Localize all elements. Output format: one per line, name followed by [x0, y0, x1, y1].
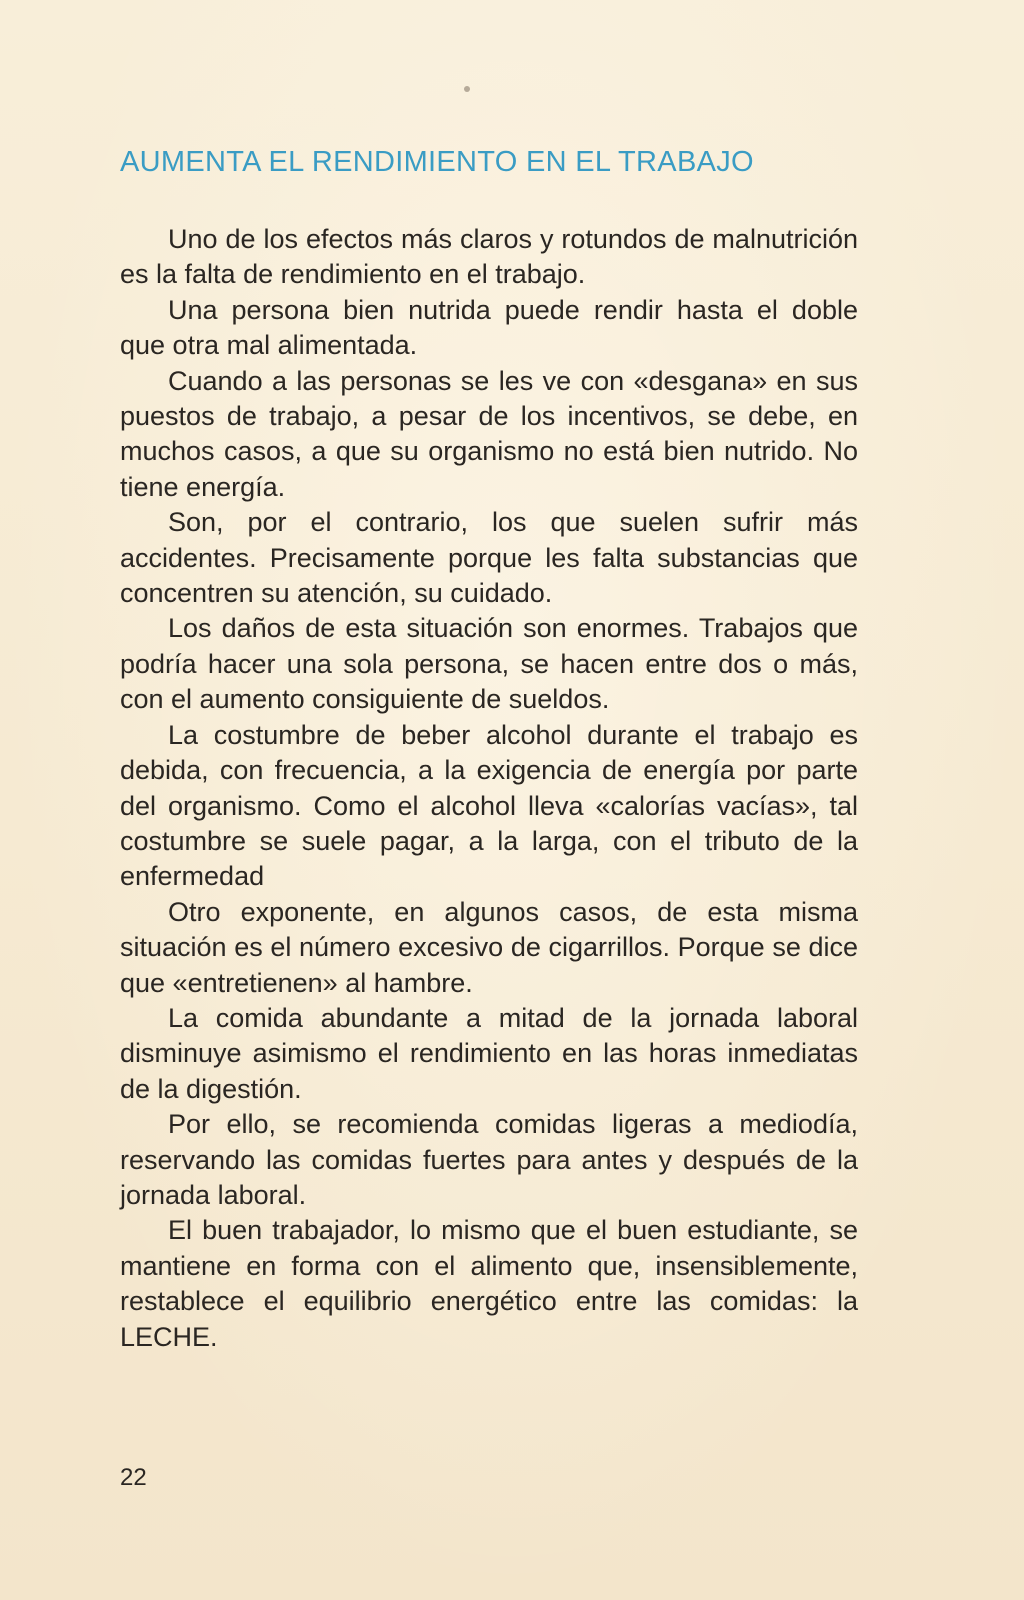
- paragraph: La costumbre de beber alcohol durante el trabajo es debida, con frecuencia, a la exigencia de energía por parte del organismo. Como el alcohol lleva «calorías vacías», tal costumbre se suele pagar, a la larga, con el tributo de la enfermedad: [120, 719, 858, 892]
- paragraph: Por ello, se recomienda comidas ligeras a mediodía, reservando las comidas fuertes para antes y después de la jornada laboral.: [120, 1109, 858, 1210]
- paragraph: La comida abundante a mitad de la jornada laboral disminuye asimismo el rendimiento en las horas inmediatas de la digestión.: [120, 1002, 858, 1104]
- paragraph: Una persona bien nutrida puede rendir hasta el doble que otra mal alimentada.: [120, 294, 858, 361]
- body-text: [120, 222, 858, 1355]
- paragraph: Otro exponente, en algunos casos, de esta misma situación es el número excesivo de cigarrillos. Porque se dice que «entretienen» al hambre.: [120, 896, 858, 998]
- print-speck: [464, 86, 470, 92]
- paragraph: Son, por el contrario, los que suelen sufrir más accidentes. Precisamente porque les falta substancias que concentren su atención, su cuidado.: [120, 507, 858, 609]
- paragraph: Uno de los efectos más claros y rotundos de malnutrición es la falta de rendimiento en el trabajo.: [120, 224, 858, 290]
- paragraph: Los daños de esta situación son enormes. Trabajos que podría hacer una sola persona, se hacen entre dos o más, con el aumento consiguiente de sueldos.: [120, 613, 858, 715]
- page-number: 22: [120, 1464, 147, 1491]
- paragraph: Cuando a las personas se les ve con «desgana» en sus puestos de trabajo, a pesar de los incentivos, se debe, en muchos casos, a que su organismo no está bien nutrido. No tiene energía.: [120, 365, 858, 502]
- section-heading: AUMENTA EL RENDIMIENTO EN EL TRABAJO: [120, 146, 754, 178]
- paragraph: El buen trabajador, lo mismo que el buen estudiante, se mantiene en forma con el alimento que, insensiblemente, restablece el equilibrio energético entre las comidas: la LECHE.: [120, 1215, 858, 1352]
